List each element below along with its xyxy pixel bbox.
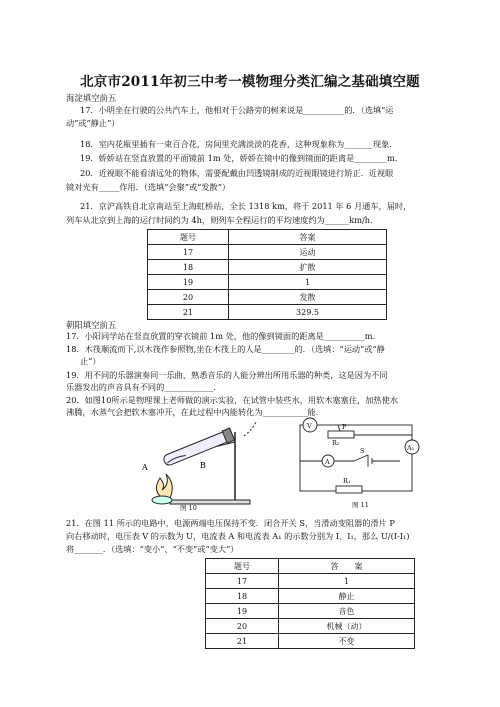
- table-cell: 静止: [279, 589, 415, 604]
- question-21-line1: 21．京沪高铁自北京南站至上海虹桥站，全长 1318 km，将于 2011 年 6 月通车，届时，: [80, 201, 412, 211]
- label-r1: R₁: [343, 477, 351, 485]
- answer-table-chaoyang: [205, 558, 415, 649]
- label-p: P: [342, 423, 347, 431]
- table-cell: 20: [206, 619, 279, 634]
- question-20-line1: 20．如图10所示是物理课上老师做的演示实验，在试管中装些水，用软木塞塞住，加热使水: [66, 395, 398, 405]
- table-row: [206, 589, 415, 604]
- switch-s: [354, 455, 368, 461]
- question-17-line1: 17．小明坐在行驶的公共汽车上，他相对于公路旁的树来说是__________的．（选填“运: [80, 105, 394, 115]
- question-19-line1: 19．用不同的乐器演奏同一乐曲，熟悉音乐的人能分辨出所用乐器的种类，这是因为不同: [66, 370, 388, 380]
- table-cell: 扩散: [229, 260, 387, 275]
- table-header-row: [148, 230, 387, 245]
- question-19: 19．娇娇站在竖直放置的平面镜前 1m 处，娇娇在镜中的像到镜面的距离是________m．: [80, 153, 403, 163]
- table-cell: 21: [148, 305, 229, 320]
- question-18: 18．室内花瓶里插有一束百合花，房间里充满淡淡的花香，这种现象称为_______现象．: [80, 139, 398, 149]
- label-a: A: [142, 463, 148, 472]
- table-cell: 1: [229, 275, 387, 290]
- table-row: [148, 260, 387, 275]
- table-cell: 329.5: [229, 305, 387, 320]
- label-a-meter: A: [325, 458, 330, 466]
- table-cell: 运动: [229, 245, 387, 260]
- rheostat-r2: [328, 431, 354, 438]
- table-cell: 19: [206, 604, 279, 619]
- figure-11-circuit: [288, 417, 426, 499]
- figure-11-caption: 图 11: [352, 501, 369, 509]
- table-header-row: [206, 559, 415, 574]
- table-row: [148, 275, 387, 290]
- question-19-line2: 乐器发出的声音具有不同的____________．: [66, 382, 222, 392]
- table-cell: 19: [148, 275, 229, 290]
- table-header-cell: 题号: [148, 230, 229, 245]
- question-21-line2: 向右移动时，电压表 V 的示数为 U，电流表 A 和电流表 A₁ 的示数分别为 I、I₁，那么 U/(I-I₁): [66, 531, 410, 541]
- table-cell: 18: [148, 260, 229, 275]
- table-cell: 1: [279, 574, 415, 589]
- alcohol-lamp-flame: [156, 474, 172, 498]
- question-17: 17．小阳同学站在竖直放置的穿衣镜前 1m 处，他的像到镜面的距离是__________m．: [66, 331, 381, 341]
- table-row: [206, 574, 415, 589]
- question-17-line2: 动”或“静止”）: [66, 118, 120, 128]
- resistor-r1: [336, 486, 362, 493]
- question-20-line2: 镜对光有_____作用．（选填“会聚”或“发散”）: [66, 182, 231, 192]
- slider-p: [338, 425, 340, 431]
- label-r2: R₂: [332, 439, 340, 447]
- question-20-line2: 沸腾，水蒸气会把软木塞冲开，在此过程中内能转化为___________能．: [66, 407, 324, 417]
- table-row: [206, 604, 415, 619]
- answer-table-haidian: [147, 229, 387, 320]
- question-18-line1: 18．木筏顺流而下,以木筏作参照物,坐在木筏上的人是________的．（选填：“运动”或“静: [66, 344, 385, 354]
- figure-10-test-tube: [140, 420, 260, 510]
- question-18-line2: 止”）: [80, 356, 101, 366]
- table-row: [148, 245, 387, 260]
- table-cell: 机械（动）: [279, 619, 415, 634]
- table-cell: 17: [206, 574, 279, 589]
- table-row: [148, 305, 387, 320]
- section-heading-chaoyang: 朝阳填空前五: [66, 320, 117, 330]
- table-cell: 18: [206, 589, 279, 604]
- table-cell: 音色: [279, 604, 415, 619]
- label-s: S: [360, 447, 365, 455]
- question-20-line1: 20．近视眼不能看清远处的物体，需要配戴由凹透镜制成的近视眼镜进行矫正．近视眼: [80, 168, 394, 178]
- table-header-cell: 答案: [229, 230, 387, 245]
- label-v: V: [307, 422, 312, 430]
- table-cell: 发散: [229, 290, 387, 305]
- table-cell: 不变: [279, 634, 415, 649]
- table-row: [148, 290, 387, 305]
- question-21-line1: 21．在图 11 所示的电路中，电源两端电压保持不变．闭合开关 S，当滑动变阻器的滑片 P: [66, 518, 395, 528]
- table-row: [206, 634, 415, 649]
- table-header-cell: 答 案: [279, 559, 415, 574]
- document-title: 北京市2011年初三中考一模物理分类汇编之基础填空题: [80, 74, 420, 90]
- section-heading-haidian: 海淀填空前五: [66, 93, 117, 103]
- figure-10-caption: 图 10: [180, 504, 197, 512]
- label-a1-meter: A₁: [407, 444, 415, 452]
- table-cell: 21: [206, 634, 279, 649]
- table-header-cell: 题号: [206, 559, 279, 574]
- table-row: [206, 619, 415, 634]
- question-21-line3: 将_______．（选填：“变小”、“不变”或“变大”）: [66, 544, 239, 554]
- table-cell: 20: [148, 290, 229, 305]
- question-21-line2: 列车从北京到上海的运行时间约为 4h，则列车全程运行的平均速度约为______km/h．: [66, 215, 379, 225]
- test-tube: [162, 430, 231, 466]
- label-b: B: [200, 461, 206, 470]
- table-cell: 17: [148, 245, 229, 260]
